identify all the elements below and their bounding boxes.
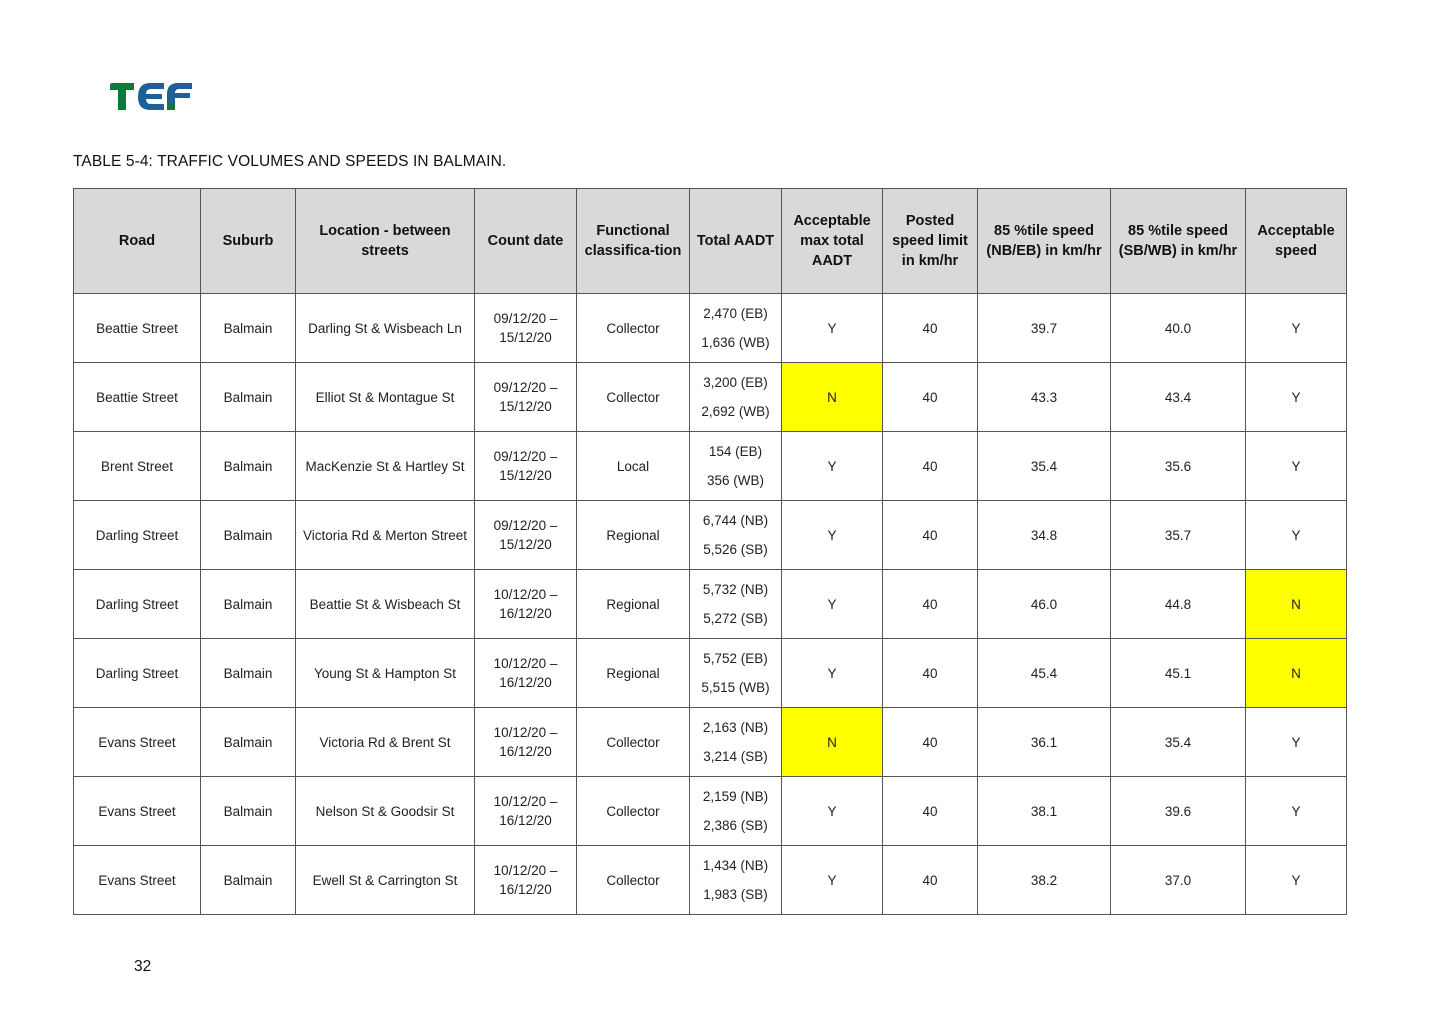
aadt-direction-1: 3,200 (EB)	[703, 375, 768, 390]
cell-suburb: Balmain	[201, 639, 296, 708]
cell-functional-class: Regional	[577, 570, 690, 639]
cell-suburb: Balmain	[201, 846, 296, 915]
cell-posted-speed-limit: 40	[883, 294, 978, 363]
aadt-direction-1: 5,732 (NB)	[702, 582, 769, 597]
cell-count-date: 10/12/20 – 16/12/20	[475, 777, 577, 846]
header-count-date: Count date	[475, 189, 577, 294]
page-number: 32	[134, 958, 152, 975]
cell-speed-sb-wb: 37.0	[1111, 846, 1246, 915]
cell-acceptable-max-aadt: N	[782, 363, 883, 432]
table-caption: TABLE 5-4: TRAFFIC VOLUMES AND SPEEDS IN BALMAIN.	[73, 153, 507, 170]
cell-acceptable-max-aadt: Y	[782, 294, 883, 363]
cell-acceptable-speed: Y	[1246, 708, 1347, 777]
header-functional-class: Functional classifica-tion	[577, 189, 690, 294]
cell-functional-class: Regional	[577, 501, 690, 570]
aadt-direction-2: 5,515 (WB)	[701, 680, 770, 695]
aadt-direction-2: 2,692 (WB)	[701, 404, 770, 419]
cell-suburb: Balmain	[201, 777, 296, 846]
cell-total-aadt	[690, 294, 782, 363]
cell-functional-class: Regional	[577, 639, 690, 708]
cell-location: Nelson St & Goodsir St	[296, 777, 475, 846]
traffic-volumes-table	[73, 188, 1347, 915]
cell-road: Beattie Street	[74, 363, 201, 432]
cell-location: Ewell St & Carrington St	[296, 846, 475, 915]
aadt-direction-2: 1,983 (SB)	[703, 887, 768, 902]
cell-acceptable-speed: Y	[1246, 432, 1347, 501]
table-row	[74, 846, 1347, 915]
cell-road: Evans Street	[74, 777, 201, 846]
cell-suburb: Balmain	[201, 294, 296, 363]
cell-acceptable-speed: N	[1246, 639, 1347, 708]
cell-location: Elliot St & Montague St	[296, 363, 475, 432]
cell-acceptable-max-aadt: Y	[782, 639, 883, 708]
cell-acceptable-speed: Y	[1246, 846, 1347, 915]
cell-acceptable-speed: Y	[1246, 363, 1347, 432]
cell-road: Darling Street	[74, 570, 201, 639]
table-row	[74, 570, 1347, 639]
cell-speed-nb-eb: 36.1	[978, 708, 1111, 777]
cell-total-aadt	[690, 708, 782, 777]
cell-speed-nb-eb: 39.7	[978, 294, 1111, 363]
cell-total-aadt	[690, 501, 782, 570]
table-header-row	[74, 189, 1347, 294]
cell-posted-speed-limit: 40	[883, 777, 978, 846]
cell-posted-speed-limit: 40	[883, 363, 978, 432]
cell-speed-sb-wb: 43.4	[1111, 363, 1246, 432]
cell-speed-sb-wb: 35.7	[1111, 501, 1246, 570]
cell-posted-speed-limit: 40	[883, 708, 978, 777]
cell-location: Victoria Rd & Merton Street	[296, 501, 475, 570]
aadt-direction-1: 1,434 (NB)	[702, 858, 769, 873]
aadt-direction-1: 2,163 (NB)	[702, 720, 769, 735]
cell-location: MacKenzie St & Hartley St	[296, 432, 475, 501]
aadt-direction-1: 2,159 (NB)	[702, 789, 769, 804]
cell-count-date: 09/12/20 – 15/12/20	[475, 432, 577, 501]
table-row	[74, 501, 1347, 570]
cell-suburb: Balmain	[201, 570, 296, 639]
cell-speed-sb-wb: 35.6	[1111, 432, 1246, 501]
cell-road: Darling Street	[74, 639, 201, 708]
cell-speed-nb-eb: 45.4	[978, 639, 1111, 708]
cell-road: Evans Street	[74, 846, 201, 915]
header-acceptable-max-aadt: Acceptable max total AADT	[782, 189, 883, 294]
cell-count-date: 10/12/20 – 16/12/20	[475, 708, 577, 777]
cell-total-aadt	[690, 363, 782, 432]
cell-speed-sb-wb: 45.1	[1111, 639, 1246, 708]
cell-speed-nb-eb: 34.8	[978, 501, 1111, 570]
cell-speed-nb-eb: 46.0	[978, 570, 1111, 639]
cell-functional-class: Collector	[577, 708, 690, 777]
cell-total-aadt	[690, 570, 782, 639]
cell-acceptable-speed: N	[1246, 570, 1347, 639]
cell-suburb: Balmain	[201, 708, 296, 777]
cell-speed-nb-eb: 43.3	[978, 363, 1111, 432]
aadt-direction-2: 356 (WB)	[706, 473, 764, 488]
cell-count-date: 10/12/20 – 16/12/20	[475, 846, 577, 915]
cell-road: Evans Street	[74, 708, 201, 777]
cell-total-aadt	[690, 432, 782, 501]
cell-road: Darling Street	[74, 501, 201, 570]
cell-count-date: 10/12/20 – 16/12/20	[475, 639, 577, 708]
aadt-direction-1: 2,470 (EB)	[703, 306, 768, 321]
table-row	[74, 363, 1347, 432]
cell-functional-class: Local	[577, 432, 690, 501]
cell-functional-class: Collector	[577, 294, 690, 363]
cell-location: Young St & Hampton St	[296, 639, 475, 708]
header-total-aadt: Total AADT	[690, 189, 782, 294]
table-row	[74, 639, 1347, 708]
cell-posted-speed-limit: 40	[883, 639, 978, 708]
cell-location: Victoria Rd & Brent St	[296, 708, 475, 777]
cell-suburb: Balmain	[201, 432, 296, 501]
cell-road: Beattie Street	[74, 294, 201, 363]
cell-acceptable-max-aadt: Y	[782, 570, 883, 639]
cell-functional-class: Collector	[577, 363, 690, 432]
cell-speed-nb-eb: 35.4	[978, 432, 1111, 501]
cell-speed-sb-wb: 40.0	[1111, 294, 1246, 363]
cell-count-date: 09/12/20 – 15/12/20	[475, 294, 577, 363]
aadt-direction-1: 5,752 (EB)	[703, 651, 768, 666]
company-logo	[108, 82, 194, 112]
table-body	[74, 294, 1347, 915]
header-speed-nb-eb: 85 %tile speed (NB/EB) in km/hr	[978, 189, 1111, 294]
aadt-direction-2: 3,214 (SB)	[703, 749, 768, 764]
aadt-direction-2: 2,386 (SB)	[703, 818, 768, 833]
header-posted-speed-limit: Posted speed limit in km/hr	[883, 189, 978, 294]
aadt-direction-1: 6,744 (NB)	[702, 513, 769, 528]
cell-speed-nb-eb: 38.1	[978, 777, 1111, 846]
table-row	[74, 777, 1347, 846]
cell-acceptable-max-aadt: Y	[782, 846, 883, 915]
cell-posted-speed-limit: 40	[883, 570, 978, 639]
header-location: Location - between streets	[296, 189, 475, 294]
cell-speed-sb-wb: 39.6	[1111, 777, 1246, 846]
cell-posted-speed-limit: 40	[883, 846, 978, 915]
cell-posted-speed-limit: 40	[883, 501, 978, 570]
header-acceptable-speed: Acceptable speed	[1246, 189, 1347, 294]
cell-acceptable-max-aadt: Y	[782, 501, 883, 570]
cell-suburb: Balmain	[201, 501, 296, 570]
table-row	[74, 708, 1347, 777]
cell-speed-sb-wb: 35.4	[1111, 708, 1246, 777]
cell-total-aadt	[690, 846, 782, 915]
cell-acceptable-speed: Y	[1246, 294, 1347, 363]
cell-location: Darling St & Wisbeach Ln	[296, 294, 475, 363]
cell-road: Brent Street	[74, 432, 201, 501]
cell-count-date: 09/12/20 – 15/12/20	[475, 363, 577, 432]
aadt-direction-1: 154 (EB)	[708, 444, 763, 459]
cell-acceptable-speed: Y	[1246, 501, 1347, 570]
header-suburb: Suburb	[201, 189, 296, 294]
cell-count-date: 09/12/20 – 15/12/20	[475, 501, 577, 570]
table-row	[74, 432, 1347, 501]
cell-total-aadt	[690, 777, 782, 846]
cell-functional-class: Collector	[577, 777, 690, 846]
cell-speed-sb-wb: 44.8	[1111, 570, 1246, 639]
cell-location: Beattie St & Wisbeach St	[296, 570, 475, 639]
table-row	[74, 294, 1347, 363]
header-road: Road	[74, 189, 201, 294]
cell-suburb: Balmain	[201, 363, 296, 432]
cell-acceptable-speed: Y	[1246, 777, 1347, 846]
cell-count-date: 10/12/20 – 16/12/20	[475, 570, 577, 639]
cell-acceptable-max-aadt: Y	[782, 777, 883, 846]
cell-functional-class: Collector	[577, 846, 690, 915]
aadt-direction-2: 1,636 (WB)	[701, 335, 770, 350]
aadt-direction-2: 5,526 (SB)	[703, 542, 768, 557]
cell-posted-speed-limit: 40	[883, 432, 978, 501]
header-speed-sb-wb: 85 %tile speed (SB/WB) in km/hr	[1111, 189, 1246, 294]
aadt-direction-2: 5,272 (SB)	[703, 611, 768, 626]
cell-speed-nb-eb: 38.2	[978, 846, 1111, 915]
cell-total-aadt	[690, 639, 782, 708]
cell-acceptable-max-aadt: Y	[782, 432, 883, 501]
cell-acceptable-max-aadt: N	[782, 708, 883, 777]
